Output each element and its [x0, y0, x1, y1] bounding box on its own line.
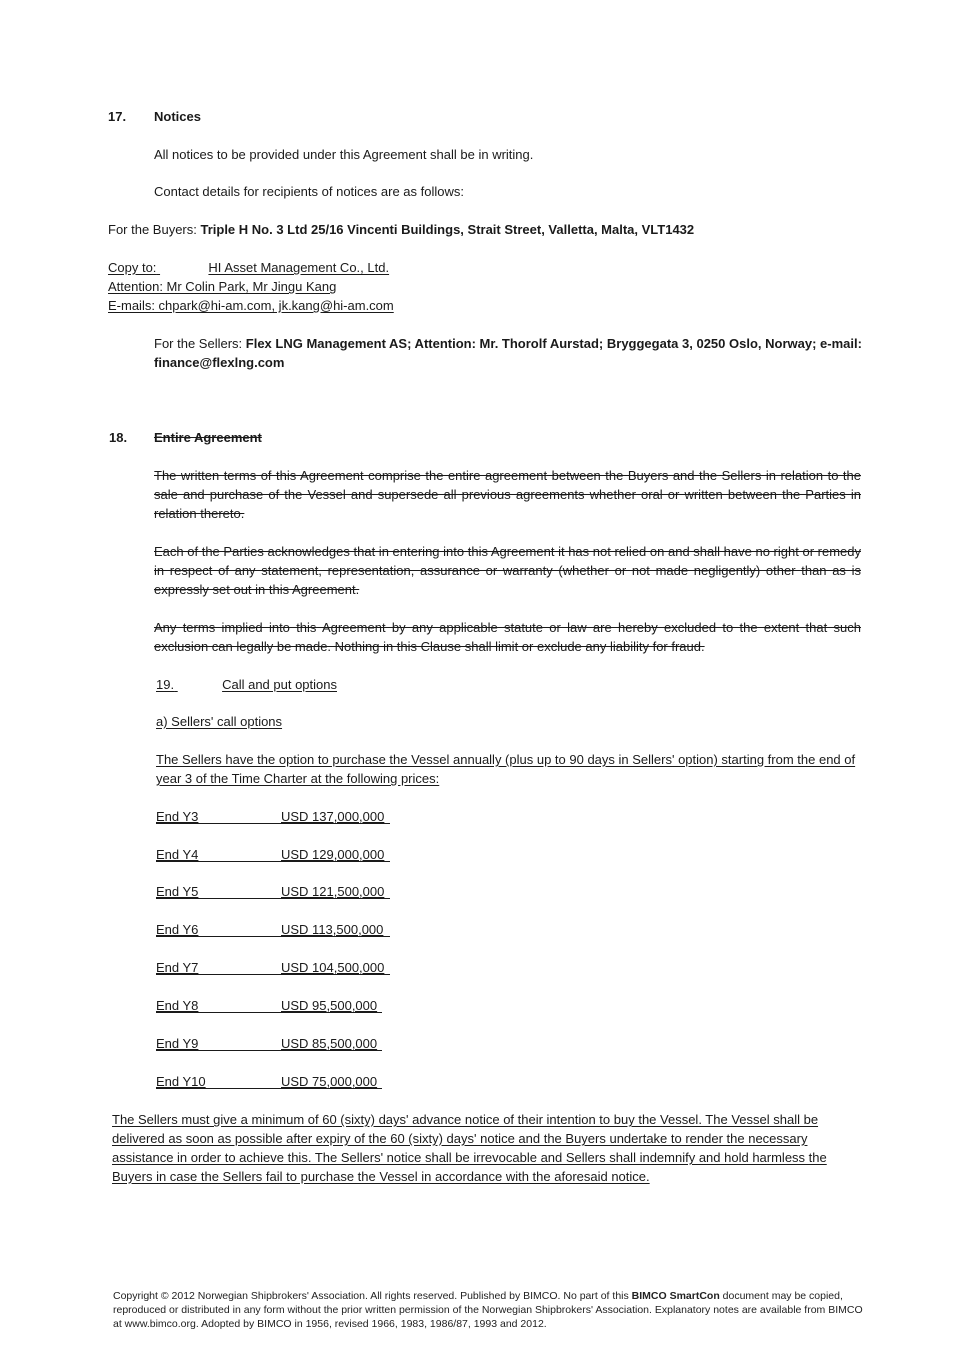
price-row [156, 882, 396, 901]
price-row [156, 1034, 388, 1053]
price-row [156, 845, 396, 864]
price-year: End Y9 [156, 1036, 199, 1051]
contact-details-text: Contact details for recipients of notices are as follows: [154, 184, 464, 199]
sellers-address: Flex LNG Management AS; Attention: Mr. Thorolf Aurstad; Bryggegata 3, 0250 Oslo, Norway; e-mail: finance@flexlng.com [154, 336, 862, 370]
entire-agreement-p2: Each of the Parties acknowledges that in entering into this Agreement it has not relied on and shall have no right or remedy in respect of any statement, representation, assurance or warranty (whether or not made negligently) other than as is expressly set out in this Agreement. [154, 544, 861, 597]
call-options-subtitle: a) Sellers' call options [156, 714, 283, 729]
copy-to-gap [156, 258, 208, 277]
call-options-intro: The Sellers have the option to purchase the Vessel annually (plus up to 90 days in Sellers' option) starting from the end of year 3 of the Time Charter at the following prices: [156, 752, 856, 786]
attention-line: Attention: Mr Colin Park, Mr Jingu Kang [108, 279, 337, 294]
price-row [156, 996, 388, 1015]
buyers-address: Triple H No. 3 Ltd 25/16 Vincenti Buildings, Strait Street, Valletta, Malta, VLT1432 [200, 222, 695, 237]
copy-to-value: HI Asset Management Co., Ltd. [208, 260, 390, 275]
price-row [156, 807, 396, 826]
clause-17-title: Notices [154, 109, 201, 124]
clause-19-number: 19. [156, 677, 175, 692]
clause-18-number: 18. [109, 430, 128, 445]
price-value: USD 104,500,000 [281, 960, 385, 975]
sellers-label: For the Sellers: [154, 336, 246, 351]
price-year: End Y8 [156, 998, 199, 1013]
price-year: End Y5 [156, 884, 199, 899]
footer-text-end: document may be copied, reproduced or distributed in any form without the prior written permission of the Norwegian Shipbrokers' Association. Explanatory notes are available from BIMCO at www.bimco.org. Adopted by BIMCO in 1956, revised 1966, 1983, 1986/87, 1993 and 2012. [113, 1290, 863, 1330]
entire-agreement-p3: Any terms implied into this Agreement by any applicable statute or law are hereby excluded to the extent that such exclusion can legally be made. Nothing in this Clause shall limit or exclude any liability for fraud. [154, 620, 861, 654]
clause-19-gap [174, 675, 222, 694]
price-year: End Y6 [156, 922, 199, 937]
clause-19-title: Call and put options [222, 677, 337, 692]
price-year: End Y7 [156, 960, 199, 975]
copy-to-label: Copy to: [108, 260, 157, 275]
copyright-footer [113, 1289, 865, 1331]
notices-writing-text: All notices to be provided under this Agreement shall be in writing. [154, 147, 534, 162]
price-value: USD 85,500,000 [281, 1036, 378, 1051]
price-year: End Y4 [156, 847, 199, 862]
price-year: End Y10 [156, 1074, 206, 1089]
price-row [156, 920, 396, 939]
price-year: End Y3 [156, 809, 199, 824]
price-value: USD 75,000,000 [281, 1074, 378, 1089]
price-value: USD 95,500,000 [281, 998, 378, 1013]
price-value: USD 129,000,000 [281, 847, 385, 862]
sellers-contact [154, 334, 862, 372]
buyers-label: For the Buyers: [108, 222, 201, 237]
emails-line: E-mails: chpark@hi-am.com, jk.kang@hi-am.com [108, 298, 394, 313]
price-value: USD 113,500,000 [281, 922, 384, 937]
price-value: USD 137,000,000 [281, 809, 385, 824]
footer-brand: BIMCO SmartCon [631, 1290, 720, 1302]
clause-17-number: 17. [108, 109, 127, 124]
clause-18-title: Entire Agreement [154, 430, 262, 445]
clause-19-heading [156, 675, 337, 694]
copy-to-line [108, 258, 389, 277]
buyers-contact [108, 220, 694, 239]
price-row [156, 958, 396, 977]
footer-text-start: Copyright © 2012 Norwegian Shipbrokers' Association. All rights reserved. Published by BIMCO. No part of this [113, 1290, 632, 1302]
price-row [156, 1072, 388, 1091]
entire-agreement-p1: The written terms of this Agreement comprise the entire agreement between the Buyers and the Sellers in relation to the sale and purchase of the Vessel and supersede all previous agreements whether oral or written between the Parties in relation thereto. [154, 468, 861, 521]
call-option-notice: The Sellers must give a minimum of 60 (sixty) days' advance notice of their intention to buy the Vessel. The Vessel shall be delivered as soon as possible after expiry of the 60 (sixty) days' notice and the Buyers undertake to render the necessary assistance in order to achieve this. The Sellers' notice shall be irrevocable and Sellers shall indemnify and hold harmless the Buyers in case the Sellers fail to purchase the Vessel in accordance with the aforesaid notice. [112, 1112, 827, 1184]
price-value: USD 121,500,000 [281, 884, 385, 899]
